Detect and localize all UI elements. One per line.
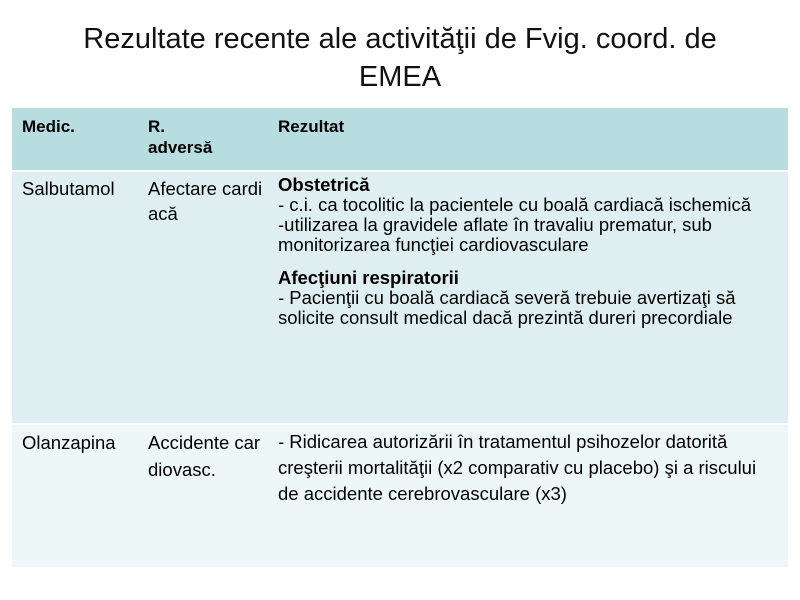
- table-header-row: [12, 108, 788, 171]
- header-result: Rezultat: [270, 108, 788, 171]
- cell-reaction: [138, 171, 270, 424]
- reaction-text: Afectare cardiacă: [148, 178, 263, 224]
- cell-reaction: [138, 424, 270, 567]
- result-line: - c.i. ca tocolitic la pacientele cu boală cardiacă ischemică: [278, 194, 752, 215]
- cell-result: [270, 171, 788, 424]
- result-text: - Ridicarea autorizării în tratamentul psihozelor datorită creşterii mortalităţii (x2 comparativ cu placebo) şi a riscului de accidente cerebrovasculare (x3): [278, 431, 757, 504]
- result-line: -utilizarea la gravidele aflate în travaliu prematur, sub monitorizarea funcţiei cardiovasculare: [278, 214, 712, 255]
- result-section: [278, 265, 776, 328]
- result-line: - Pacienţii cu boală cardiacă severă trebuie avertizaţi să solicite consult medical dacă prezintă dureri precordiale: [278, 287, 736, 328]
- header-reaction-line1: R.: [148, 117, 165, 136]
- header-reaction-line2: adversă: [148, 138, 213, 157]
- reaction-text: Accidente cardiovasc.: [148, 432, 261, 480]
- table-row: [12, 424, 788, 567]
- slide-title-line1: Rezultate recente ale activităţii de Fvig. coord. de: [83, 23, 717, 55]
- result-section-heading: Obstetrică: [278, 174, 370, 195]
- table-row: [12, 171, 788, 424]
- cell-medic: [12, 171, 138, 424]
- slide-title-line2: EMEA: [358, 61, 442, 93]
- medic-name: Salbutamol: [22, 178, 115, 199]
- cell-medic: [12, 424, 138, 567]
- results-table: [12, 108, 788, 567]
- result-section: [278, 172, 776, 255]
- header-medic: Medic.: [12, 108, 138, 171]
- header-reaction: [138, 108, 270, 171]
- slide-title: [40, 20, 760, 96]
- cell-result: [270, 424, 788, 567]
- medic-name: Olanzapina: [22, 432, 116, 453]
- result-section-heading: Afecţiuni respiratorii: [278, 267, 459, 288]
